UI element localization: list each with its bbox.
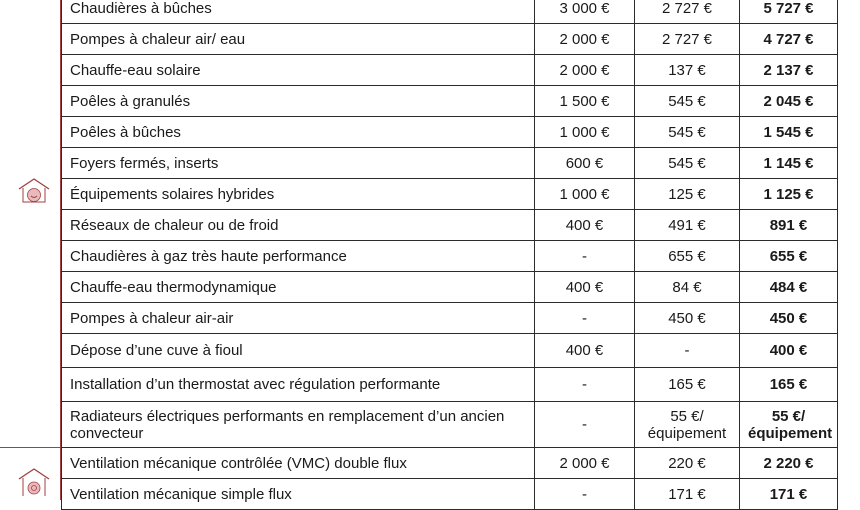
table-row bbox=[62, 368, 838, 402]
row-label: Poêles à granulés bbox=[62, 86, 535, 117]
row-total: 5 727 € bbox=[740, 0, 838, 24]
row-label: Pompes à chaleur air/ eau bbox=[62, 24, 535, 55]
row-total: 55 €/ équipement bbox=[740, 402, 838, 448]
row-value-1: 1 000 € bbox=[535, 179, 635, 210]
row-total: 2 045 € bbox=[740, 86, 838, 117]
row-label: Chauffe-eau solaire bbox=[62, 55, 535, 86]
row-total: 171 € bbox=[740, 479, 838, 510]
row-label: Pompes à chaleur air-air bbox=[62, 303, 535, 334]
row-value-1: - bbox=[535, 479, 635, 510]
row-label: Installation d’un thermostat avec régulation performante bbox=[62, 368, 535, 402]
row-value-2: 2 727 € bbox=[635, 0, 740, 24]
row-total: 2 220 € bbox=[740, 448, 838, 479]
table-row bbox=[62, 0, 838, 24]
row-value-2: 125 € bbox=[635, 179, 740, 210]
row-total: 1 545 € bbox=[740, 117, 838, 148]
aid-amounts-table bbox=[61, 0, 838, 510]
row-total: 655 € bbox=[740, 241, 838, 272]
row-label: Réseaux de chaleur ou de froid bbox=[62, 210, 535, 241]
table-row bbox=[62, 479, 838, 510]
row-label: Poêles à bûches bbox=[62, 117, 535, 148]
row-label: Dépose d’une cuve à fioul bbox=[62, 334, 535, 368]
table-row bbox=[62, 448, 838, 479]
row-label: Radiateurs électriques performants en remplacement d’un ancien convecteur bbox=[62, 402, 535, 448]
table-row bbox=[62, 24, 838, 55]
row-value-2: 545 € bbox=[635, 148, 740, 179]
row-value-1: - bbox=[535, 241, 635, 272]
table-row bbox=[62, 86, 838, 117]
row-value-1: 400 € bbox=[535, 210, 635, 241]
row-value-2: 220 € bbox=[635, 448, 740, 479]
row-value-2: 171 € bbox=[635, 479, 740, 510]
row-value-1: 1 000 € bbox=[535, 117, 635, 148]
row-value-2: 55 €/ équipement bbox=[635, 402, 740, 448]
row-value-1: 1 500 € bbox=[535, 86, 635, 117]
row-value-1: 2 000 € bbox=[535, 448, 635, 479]
row-value-2: 165 € bbox=[635, 368, 740, 402]
row-label: Ventilation mécanique simple flux bbox=[62, 479, 535, 510]
row-value-1: 400 € bbox=[535, 272, 635, 303]
row-value-1: 2 000 € bbox=[535, 55, 635, 86]
row-value-1: - bbox=[535, 303, 635, 334]
row-value-1: - bbox=[535, 402, 635, 448]
row-label: Foyers fermés, inserts bbox=[62, 148, 535, 179]
row-value-2: 545 € bbox=[635, 86, 740, 117]
row-value-1: - bbox=[535, 368, 635, 402]
row-label: Ventilation mécanique contrôlée (VMC) double flux bbox=[62, 448, 535, 479]
row-label: Équipements solaires hybrides bbox=[62, 179, 535, 210]
table-row bbox=[62, 179, 838, 210]
row-value-2: 2 727 € bbox=[635, 24, 740, 55]
house-heating-icon bbox=[16, 176, 52, 206]
row-value-1: 400 € bbox=[535, 334, 635, 368]
row-total: 400 € bbox=[740, 334, 838, 368]
row-value-1: 2 000 € bbox=[535, 24, 635, 55]
row-value-1: 3 000 € bbox=[535, 0, 635, 24]
row-value-2: - bbox=[635, 334, 740, 368]
row-total: 450 € bbox=[740, 303, 838, 334]
table-row bbox=[62, 272, 838, 303]
row-total: 165 € bbox=[740, 368, 838, 402]
table-row bbox=[62, 148, 838, 179]
row-value-2: 655 € bbox=[635, 241, 740, 272]
table-row bbox=[62, 334, 838, 368]
row-total: 4 727 € bbox=[740, 24, 838, 55]
table-row bbox=[62, 303, 838, 334]
category-separator bbox=[0, 447, 61, 448]
row-label: Chaudières à gaz très haute performance bbox=[62, 241, 535, 272]
row-value-2: 137 € bbox=[635, 55, 740, 86]
row-label: Chaudières à bûches bbox=[62, 0, 535, 24]
table-row bbox=[62, 241, 838, 272]
row-total: 2 137 € bbox=[740, 55, 838, 86]
table-row bbox=[62, 55, 838, 86]
row-value-2: 450 € bbox=[635, 303, 740, 334]
row-value-1: 600 € bbox=[535, 148, 635, 179]
category-margin bbox=[0, 0, 61, 500]
row-label: Chauffe-eau thermodynamique bbox=[62, 272, 535, 303]
row-value-2: 84 € bbox=[635, 272, 740, 303]
row-total: 484 € bbox=[740, 272, 838, 303]
row-value-2: 491 € bbox=[635, 210, 740, 241]
house-ventilation-icon bbox=[16, 466, 52, 496]
table-row bbox=[62, 402, 838, 448]
row-total: 1 145 € bbox=[740, 148, 838, 179]
table-row bbox=[62, 117, 838, 148]
row-total: 891 € bbox=[740, 210, 838, 241]
row-total: 1 125 € bbox=[740, 179, 838, 210]
table-row bbox=[62, 210, 838, 241]
row-value-2: 545 € bbox=[635, 117, 740, 148]
